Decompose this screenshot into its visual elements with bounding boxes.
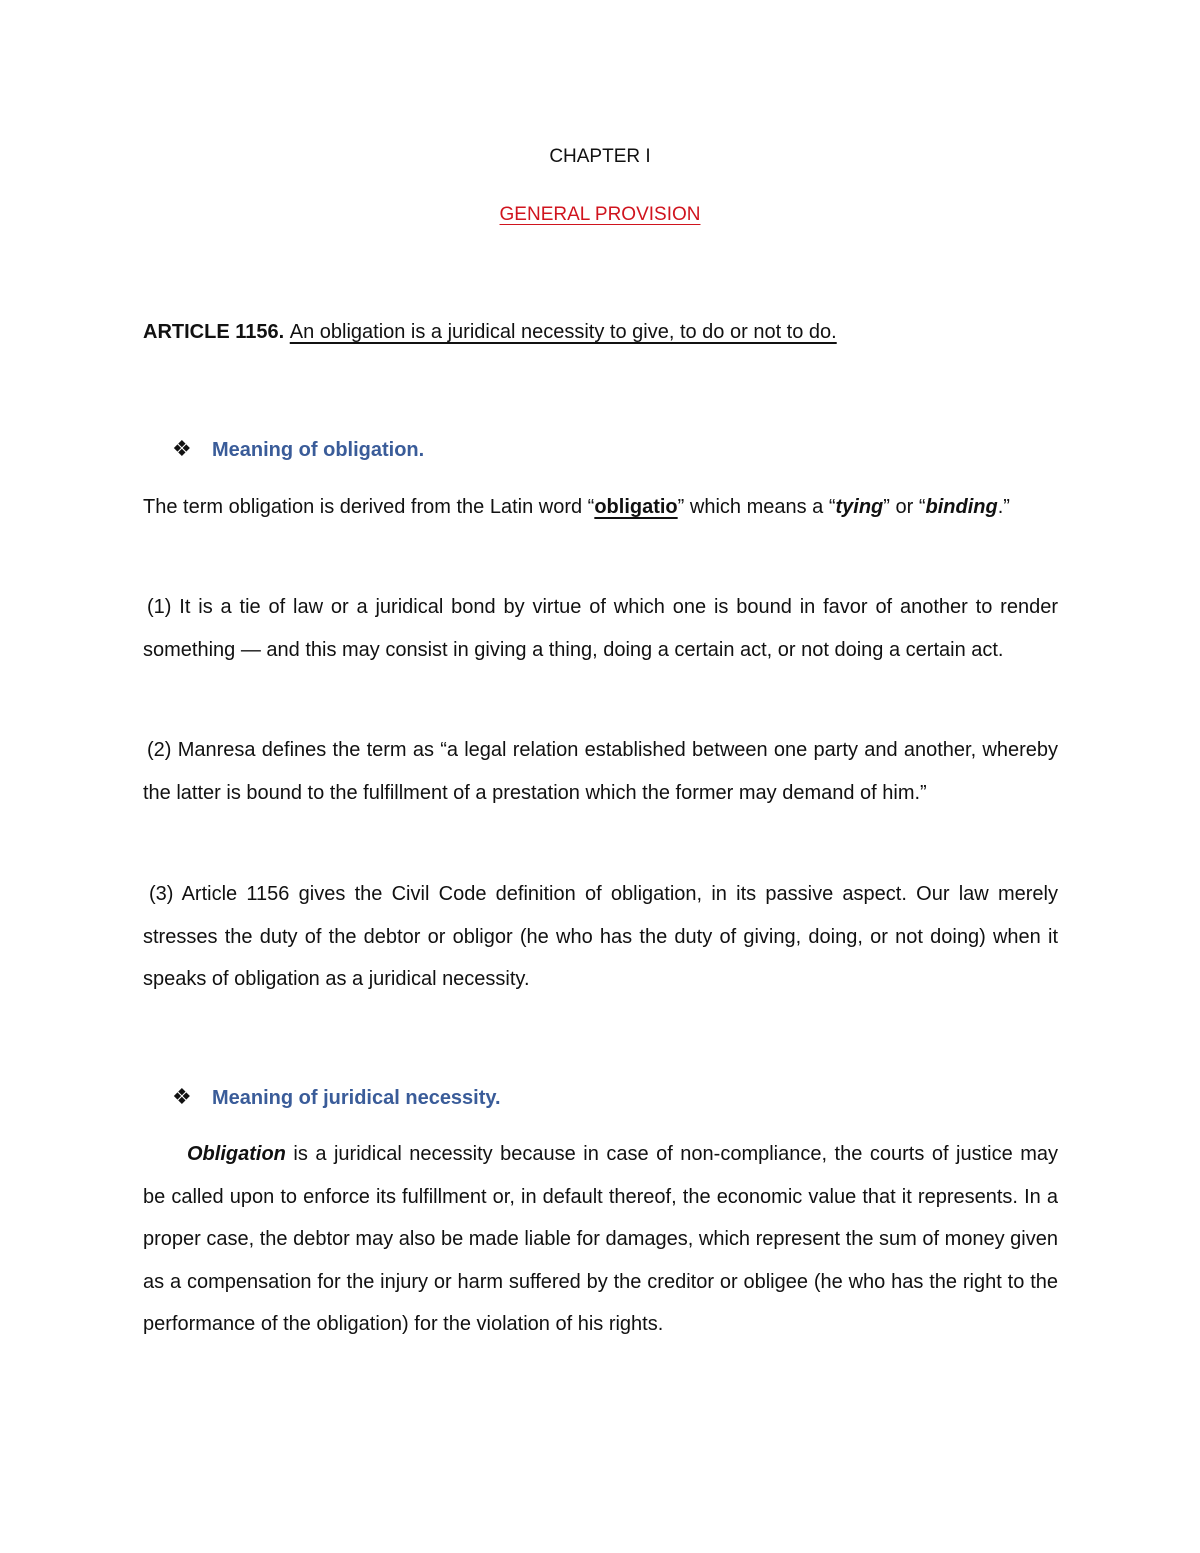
term-binding: binding [925,496,998,518]
article-label: ARTICLE 1156 [143,321,279,343]
term-obligatio: obligatio [594,496,678,518]
paragraph-text: ” which means a “ [677,496,836,518]
paragraph-text: .” [997,496,1010,518]
paragraph-text: The term obligation is derived from the Latin word “ [143,496,595,518]
diamond-bullet-icon: ❖ [172,436,192,461]
paragraph-text: ” or “ [883,496,926,518]
heading-text: Meaning of obligation. [212,439,425,461]
chapter-title: CHAPTER I [549,146,651,167]
article-text: An obligation is a juridical necessity to give, to do or not to do. [289,321,837,343]
article-1156 [143,316,1058,348]
article-period: . [278,321,290,343]
heading-meaning-of-juridical-necessity [172,1082,501,1113]
paragraph-point-2: (2) Manresa defines the term as “a legal relation established between one party and another, whereby the latter is bound to the fulfillment of a prestation which the former may demand of him.” [143,739,1058,804]
paragraph-point-3: (3) Article 1156 gives the Civil Code definition of obligation, in its passive aspect. Our law merely stresses the duty of the debtor or obligor (he who has the duty of giving, doing, or not doing) when it speaks of obligation as a juridical necessity. [143,883,1058,990]
paragraph-text: is a juridical necessity because in case of non-compliance, the courts of justice may be called upon to enforce its fulfillment or, in default thereof, the economic value that it represents. In a proper case, the debtor may also be made liable for damages, which represent the sum of money given as a compensation for the injury or harm suffered by the creditor or obligee (he who has the right to the performance of the obligation) for the violation of his rights. [143,1143,1058,1335]
diamond-bullet-icon: ❖ [172,1084,192,1109]
section-title: GENERAL PROVISION [499,204,701,225]
paragraph-juridical-necessity [143,1133,1058,1346]
term-tying: tying [835,496,884,518]
paragraph-latin-origin [143,486,1058,529]
paragraph-point-1: (1) It is a tie of law or a juridical bond by virtue of which one is bound in favor of another to render something — and this may consist in giving a thing, doing a certain act, or not doing a certain act. [143,596,1058,661]
heading-meaning-of-obligation [172,434,424,465]
term-obligation: Obligation [187,1143,286,1165]
heading-text: Meaning of juridical necessity. [212,1087,501,1109]
